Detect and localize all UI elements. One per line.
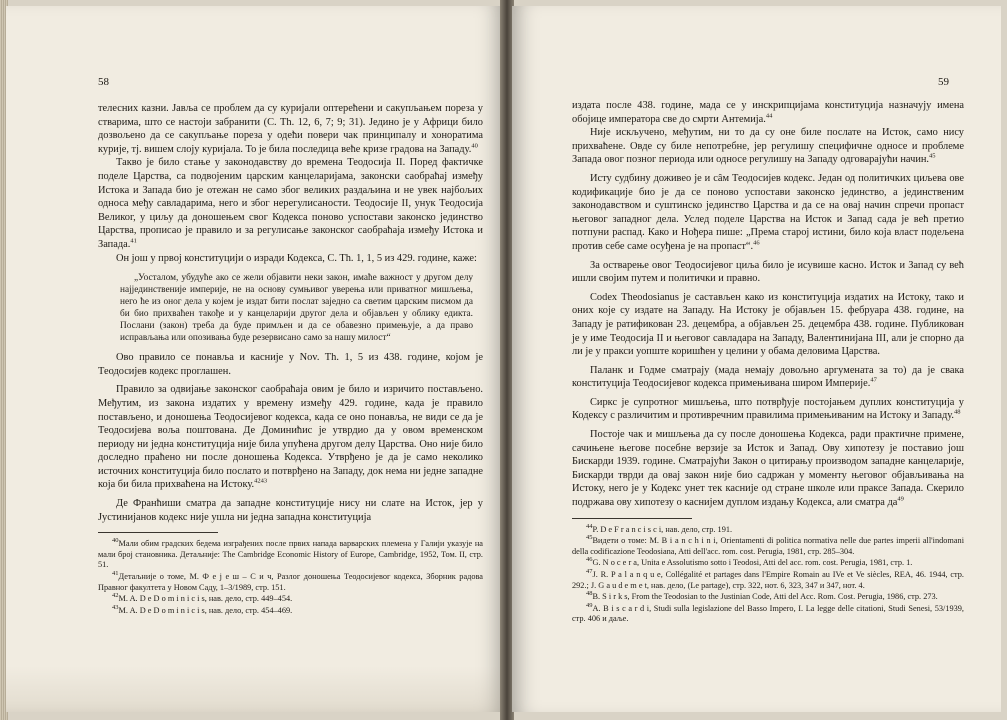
paragraph: Постоје чак и мишљења да су после доношења Кодекса, ради практичне примене, сачињене његове посебне верзије за Исток и Запад. Ову хипотезу је поставио још Бискарди 1939. године. Сматрајући Закон о цитирању производом западне канцеларије, Бискарди тврди да овај закон није био садржан у моменту његовог објављивања на Истоку, него је у Кодекс унет тек касније од стране школе или праксе Запада. Скерило подржава ову хипотезу о каснијем дуплом издању Кодекса, али сматра $да^{49}$ [572,429,964,509]
paragraph: Де Франћиши сматра да западне конституције нису ни слате на Исток, јер у Јустинијанов кодекс није ушла ни једна западна конституција [98,498,483,523]
footnote: $^{45}$Видети о томе: M. B i a n c h i n i, Orientamenti di politica normativa nelle due partes imperii all'indomani della codificazione Teodosiana, Atti dell'acc. rom. cost. Perugia, 1981, стр. 285–304. [572,534,964,556]
left-text-column [98,102,483,616]
footnote-rule [98,532,218,533]
paragraph: Сиркс је супротног мишљења, што потврђује постојањем дуплих конституција у Кодексу с различитим и противречним правилима примењиваним на Истоку и Западу.$^{48}$ [572,396,964,422]
paragraph: Исту судбину доживео је и сâм Теодосијев кодекс. Један од политичких циљева ове кодификације био је да се поново успостави законско јединство, а јединственим законодавством и суштинско јединство Царства и да се на овај начин спречи пропаст његовог западног дела. Услед поделе Царства на Исток и Запад сада је већ претио потпуни распад. Како и Нођера пише: „Према старој истини, било која власт подељена против себе саме осуђена је на пропаст“.$^{46}$ [572,172,964,252]
paragraph: Правило за одвијање законског саобраћаја овим је било и изричито постављено. Међутим, из закона издатих у времену између 429. године, када је правило постављено, и доношења Теодосијевог кодекса, када се оно понавља, не види се да је Теодосијева воља поштована. Де Доминићис је утврдио да у овом временском периоду ни једна конституција није била упућена другом делу Царства. Оно није било доследно праћено ни после доношења Кодекса. Утврђено је да је само неколико источних конституција било послато и потврђено на Западу, док нема ни једне западне која би била прихваћена на Истоку.$^{4243}$ [98,384,483,491]
footnote: $^{48}$B. S i r k s, From the Teodosian to the Justinian Code, Atti del Acc. Rom. Cost. Perugia, 1986, стр. 273. [586,590,938,602]
footnote: $^{40}$Мали обим градских бедема изграђених после првих напада варварских племена у Галији указује на мали број становника. Детаљније: The Cambridge Economic History of Europe, Cambridge, 1952, Том. II, стр. 51. [98,537,483,570]
footnote: $^{41}$Детаљније о томе, М. Ф е ј е ш – С и ч, Разлог доношења Теодосијевог кодекса, Зборник радова Правног факултета у Новом Саду, 1–3/1989, стр. 151. [98,570,483,592]
right-text-column [572,99,964,625]
footnote-rule [572,518,692,519]
paragraph: Није искључено, међутим, ни то да су оне биле послате на Исток, само нису прихваћене. Овде су биле непотребне, јер регулишу специфичне односе и проблеме Запада овог позног периода или односе регулишу на Западу одговарајући начин.$^{45}$ [572,127,964,166]
paragraph: За остварење овог Теодосијевог циља било је исувише касно. Исток и Запад су већ ишли својим путем и политички и правно. [572,259,964,285]
page-number: 59 [938,76,949,88]
paragraph: издата после 438. године, мада се у инскрипцијама конституција назначују имена обојице императора све до смрти Антемија.$^{44}$ [572,100,964,125]
footnote: $^{43}$M. A. D e D o m i n i c i s, нав. дело, стр. 454–469. [112,604,293,615]
footnote: $^{42}$M. A. D e D o m i n i c i s, нав. дело, стр. 449–454. [112,592,293,604]
right-page [512,6,1001,712]
footnote: $^{44}$P. D e F r a n c i s c i, нав. дело, стр. 191. [586,522,733,534]
footnote: $^{47}$J. R. P a l a n q u e, Collégalité et partages dans l'Empire Romain au IVe et Ve siècles, REA, 46. 1944, стр. 292.; J. G a u d e m e t, нав. дело, (Le partage), стр. 322, нот. 6, 323, 347 и 347, нот. 4. [572,568,964,590]
paragraph: Codex Theodosianus је састављен како из конституција издатих на Истоку, тако и оних које су издате на Западу. На Истоку је објављен 15. фебруара 438. године, на Западу је ратификован 23. децембра, а објављен 25. децембра 438. године. Публикован је у име Теодосија II и његовог савладара на Западу, Валентинијана III, али је спорно да ли је у пракси уопште коришћен у целини у обама деловима Царства. [572,291,964,358]
page-number: 58 [98,76,109,88]
block-quote: „Уосталом, убудуће ако се жели објавити неки закон, имаће важност у другом делу најјединственије империје, не на основу сумњивог уверења или приватног мишљења, него ће из оног дела у којем је издат бити послат заједно са светим царским писмом да би био прихваћен такође и у канцеларији другог дела и објављен у облику едикта. Послани (закон) треба да буде примљен и да се обавезно примењује, а да право исправљања или опозивања буде резервисано само за нашу милост“ [120,273,473,344]
paragraph: Такво је било стање у законодавству до времена Теодосија II. Поред фактичке поделе Царства, са подвојеним царским канцеларијама, законски саобраћај између Истока и Запада био је отежан не само због великих раздаљина и не увек најбољих односа међу савладарима, него и због нерегулисаности. Теодосије II, унук Теодосија Великог, у циљу да доношењем свог Кодекса поново успостави законско јединство Царства, прописао је правило и за регулисање законског саобраћаја између Истока и Запада.$^{41}$ [98,157,483,250]
paragraph: телесних казни. Јавља се проблем да су куријали оптерећени и сакупљањем пореза у стварима, што се настоји забранити (C. Th. 12, 6, 7; 9; 31). Једино је у Африци било дозвољено да се сакупљање пореза у одећи повери чак принципалу и хоноратима курије, тј. вишем слоју куријала. То је била последица веће кризе градова на Западу.$^{40}$ [98,103,483,155]
paragraph: Он још у првој конституцији о изради Кодекса, C. Th. 1, 1, 5 из 429. године, каже: [116,252,477,264]
footnote: $^{46}$G. N o c e r a, Unita e Assolutismo sotto i Teodosi, Atti del acc. rom. cost. Perugia, 1981, стр. 1. [586,556,913,568]
footnote: $^{49}$A. B i s c a r d i, Studi sulla legislazione del Basso Impero, I. La legge delle citationi, Studi Senesi, 53/1939, стр. 406 и даље. [572,602,964,624]
left-page [6,6,503,712]
paragraph: Ово правило се понавља и касније у Nov. Th. 1, 5 из 438. године, којом је Теодосијев кодекс проглашен. [98,352,483,377]
paragraph: Паланк и Годме сматрају (мада немају довољно аргумената за то) да је свака конституција Теодосијевог кодекса примењивана широм Империје.$^{47}$ [572,364,964,390]
